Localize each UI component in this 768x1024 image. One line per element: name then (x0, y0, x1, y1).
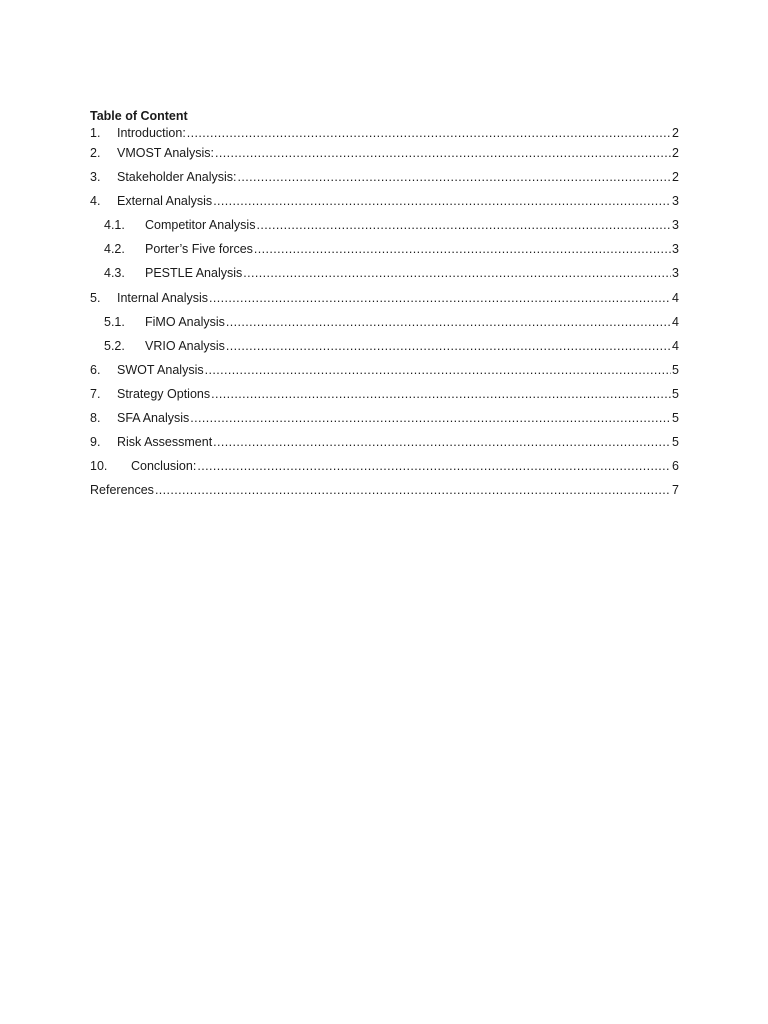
toc-entry-competitor-analysis[interactable] (90, 214, 679, 238)
toc-entry-page: 4 (672, 338, 679, 353)
toc-entry-porters-five-forces[interactable] (90, 238, 679, 262)
toc-entry-label: Introduction: (117, 126, 186, 140)
toc-entry-page: 5 (672, 435, 679, 450)
dot-leader (238, 166, 672, 188)
toc-entry-number: 9. (90, 435, 101, 450)
toc-entry-fimo-analysis[interactable] (90, 311, 679, 335)
toc-entry-number: 1. (90, 126, 101, 140)
toc-entry-label: Risk Assessment (117, 435, 213, 450)
toc-entry-swot-analysis[interactable] (90, 359, 679, 383)
toc-entry-vmost-analysis[interactable] (90, 142, 679, 166)
toc-entry-sfa-analysis[interactable] (90, 407, 679, 431)
toc-entry-page: 3 (672, 242, 679, 257)
dot-leader (211, 383, 671, 405)
toc-entry-number: 2. (90, 146, 101, 160)
dot-leader (205, 359, 671, 381)
toc-title: Table of Content (90, 109, 188, 123)
toc-entry-risk-assessment[interactable] (90, 431, 679, 455)
toc-entry-label: Conclusion: (131, 459, 197, 474)
toc-entry-pestle-analysis[interactable] (90, 262, 679, 286)
toc-entry-label: Strategy Options (117, 386, 211, 401)
toc-entry-external-analysis[interactable] (90, 190, 679, 214)
toc-entry-label: PESTLE Analysis (145, 266, 243, 281)
toc-entry-page: 2 (672, 126, 679, 140)
dot-leader (197, 455, 671, 477)
toc-entry-page: 5 (672, 386, 679, 401)
toc-entry-page: 3 (672, 266, 679, 281)
toc-entry-number: 5.2. (104, 338, 125, 353)
table-of-contents (90, 108, 679, 503)
dot-leader (155, 479, 671, 501)
toc-list (90, 124, 679, 503)
toc-entry-page: 2 (672, 170, 679, 185)
toc-entry-number: 4.1. (104, 218, 125, 233)
dot-leader (190, 407, 671, 429)
toc-entry-number: 5.1. (104, 314, 125, 329)
toc-entry-label: SFA Analysis (117, 411, 190, 426)
dot-leader (256, 214, 671, 236)
toc-entry-label: External Analysis (117, 194, 213, 209)
toc-entry-number: 5. (90, 290, 101, 305)
dot-leader (213, 431, 671, 453)
dot-leader (215, 142, 671, 164)
toc-entry-page: 6 (672, 459, 679, 474)
dot-leader (243, 262, 671, 284)
toc-entry-label: Porter’s Five forces (145, 242, 253, 257)
toc-entry-page: 4 (672, 290, 679, 305)
toc-entry-number: 6. (90, 362, 101, 377)
toc-entry-label: References (90, 483, 154, 498)
toc-entry-page: 3 (672, 194, 679, 209)
dot-leader (213, 190, 671, 212)
toc-entry-label: Internal Analysis (117, 290, 209, 305)
toc-entry-label: Competitor Analysis (145, 218, 256, 233)
toc-entry-number: 7. (90, 386, 101, 401)
toc-entry-label: Stakeholder Analysis: (117, 170, 237, 185)
dot-leader (226, 311, 671, 333)
dot-leader (187, 124, 671, 142)
toc-entry-number: 4. (90, 194, 101, 209)
toc-entry-stakeholder-analysis[interactable] (90, 166, 679, 190)
toc-entry-label: FiMO Analysis (145, 314, 225, 329)
toc-entry-number: 4.2. (104, 242, 125, 257)
toc-entry-number: 10. (90, 459, 108, 474)
toc-entry-page: 4 (672, 314, 679, 329)
toc-entry-page: 7 (672, 483, 679, 498)
toc-entry-page: 5 (672, 411, 679, 426)
toc-entry-strategy-options[interactable] (90, 383, 679, 407)
toc-entry-conclusion[interactable] (90, 455, 679, 479)
dot-leader (254, 238, 671, 260)
dot-leader (209, 287, 671, 309)
dot-leader (226, 335, 671, 357)
toc-entry-number: 3. (90, 170, 101, 185)
toc-entry-introduction[interactable] (90, 124, 679, 142)
toc-entry-references[interactable] (90, 479, 679, 503)
toc-entry-number: 8. (90, 411, 101, 426)
toc-entry-label: VMOST Analysis: (117, 146, 215, 160)
toc-entry-label: VRIO Analysis (145, 338, 225, 353)
toc-entry-internal-analysis[interactable] (90, 287, 679, 311)
toc-entry-vrio-analysis[interactable] (90, 335, 679, 359)
toc-entry-number: 4.3. (104, 266, 125, 281)
toc-entry-page: 5 (672, 362, 679, 377)
toc-entry-label: SWOT Analysis (117, 362, 204, 377)
toc-entry-page: 2 (672, 146, 679, 160)
toc-entry-page: 3 (672, 218, 679, 233)
